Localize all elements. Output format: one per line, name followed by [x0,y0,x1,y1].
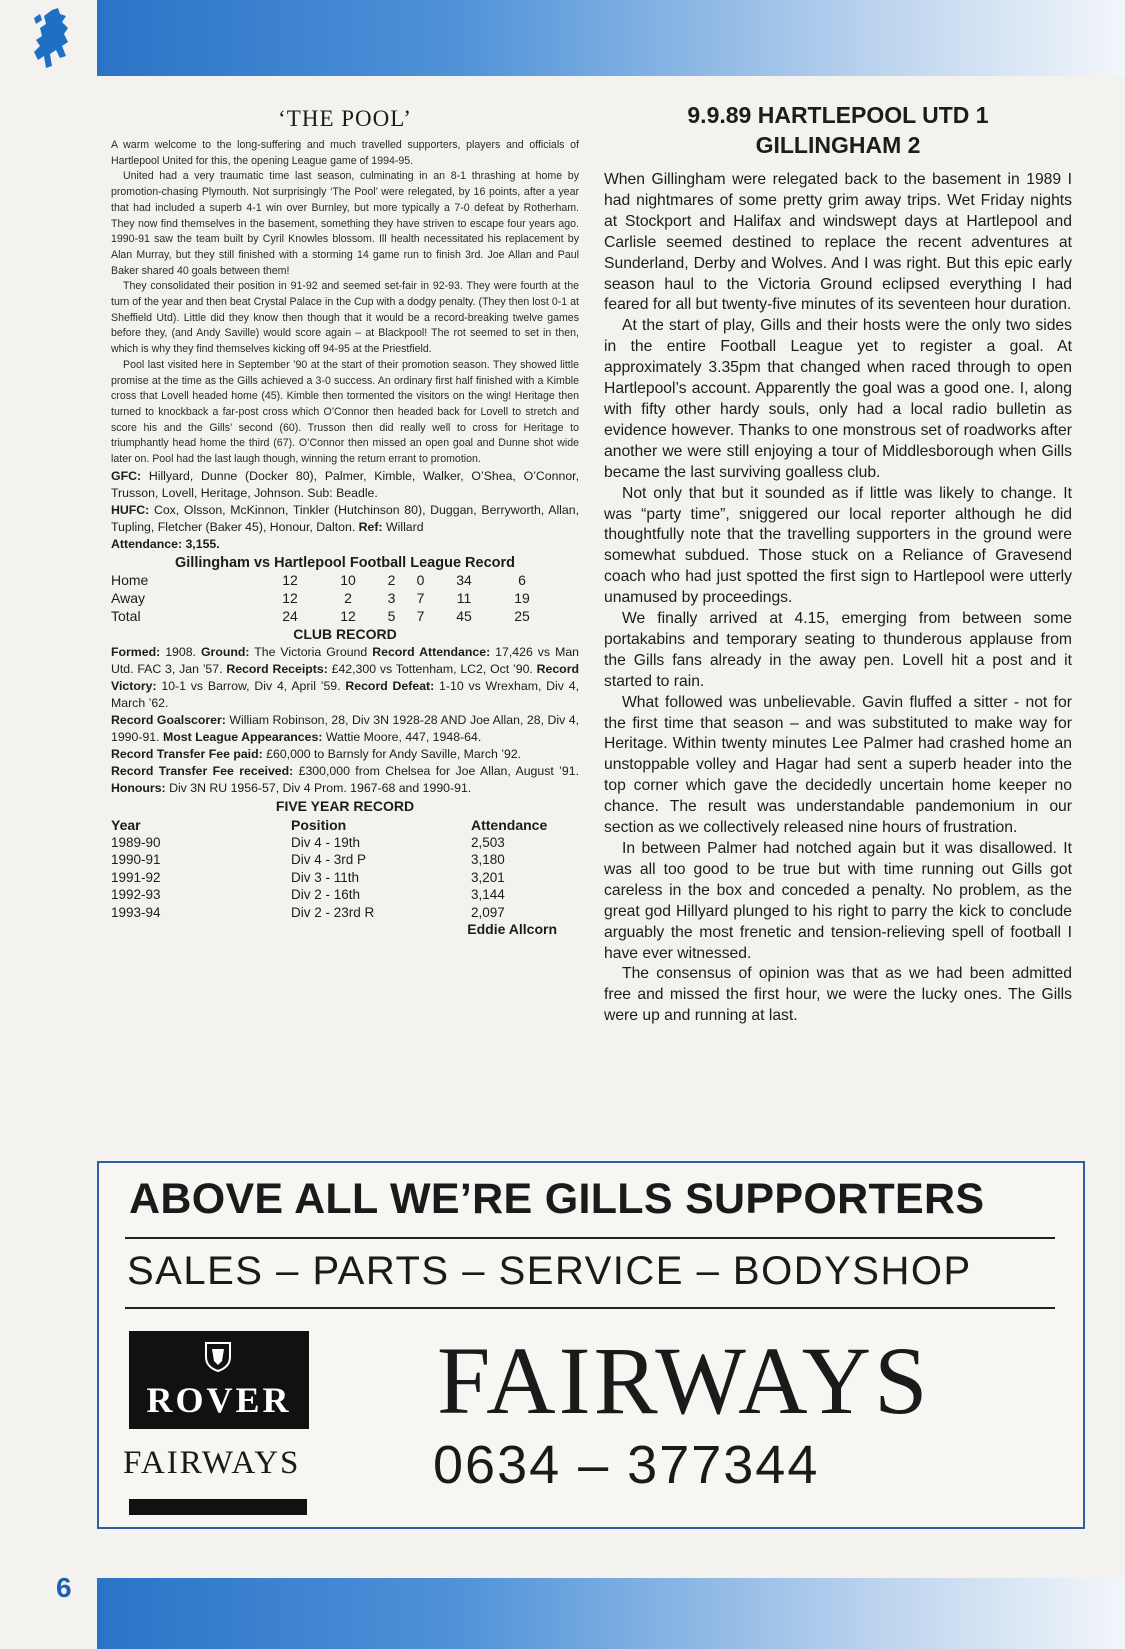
article-paragraph: A warm welcome to the long-suffering and much travelled supporters, players and officials of Hartlepool United for this, the opening League game of 1994-95. [111,139,579,167]
left-article [111,100,579,937]
gfc-text: Hillyard, Dunne (Docker 80), Palmer, Kimble, Walker, O’Shea, O’Connor, Trusson, Lovell, Heritage, Johnson. Sub: Beadle. [111,468,579,500]
table-row: 1989-90 Div 4 - 19th 2,503 [111,834,505,850]
attendance: Attendance: 3,155. [111,536,220,551]
rover-logo [129,1331,309,1429]
article-paragraph: The consensus of opinion was that as we had been admitted free and missed the first hour, we were the lucky ones. The Gills were up and running at last. [604,965,1072,1025]
article-paragraph: Pool last visited here in September ’90 at the start of their promotion season. They showed little promise at the time as the Gills achieved a 3-0 success. An ordinary first half finished with a Kimble cross that Lovell headed home (45). Kimble then tormented the visitors on the wing! Heritage then turned to knockback a far-post cross which O’Connor then headed back for Lovell to stretch and score his and the Gills’ second (60). Trusson then did really well to cross for Heritage to triumphantly head home the third (67). O’Connor then missed an open goal and Dunne shot wide later on. Pool had the last laugh though, winning the return errant to promotion. [111,358,579,466]
page-number: 6 [56,1572,72,1603]
match-title [604,100,1072,160]
ref-label: Ref: [358,519,383,534]
table-row: 1992-93 Div 2 - 16th 3,144 [111,887,505,903]
author-name: Eddie Allcorn [467,921,557,938]
article-paragraph: Not only that but it sounded as if little was likely to change. It was “party time”, sniggered our local reporter although he did thoughtfully note that the travelling supporters in the ground were somewhat subdued. Those stuck on a Reliance of Gravesend coach who had just spotted the first sign to Hartlepool were utterly unamused by proceedings. [604,484,1072,607]
ref-text: Willard [382,519,424,534]
advert-divider [125,1307,1055,1309]
right-article [604,100,1072,1027]
table-row: Away 12 2 3 7 11 19 [111,589,530,606]
club-record-title: CLUB RECORD [293,625,397,642]
advert-headline: ABOVE ALL WE’RE GILLS SUPPORTERS [129,1175,985,1223]
top-blue-band [97,0,1125,76]
table-header-row: Year Position Attendance [111,816,548,833]
advert-services: SALES – PARTS – SERVICE – BODYSHOP [127,1249,972,1293]
article-paragraph: United had a very traumatic time last season, culminating in an 8-1 thrashing at home by promotion-chasing Plymouth. Not surprisingly ‘The Pool’ were relegated, by 16 points, after a year that had included a superb 4-1 win over Burnley, but more typically a 7-0 defeat by Rotherham. They now find themselves in the basement, something they have striven to escape four years ago. 1990-91 saw the team built by Cyril Knowles blossom. Ill health necessitated his replacement by Alan Murray, but they still finished with a storming 14 game run to finish 3rd. Joe Allan and Paul Baker shared 40 goals between them! [111,170,579,277]
bottom-blue-band [97,1578,1125,1649]
article-title: ‘THE POOL’ [278,106,412,131]
five-year-table [111,816,581,922]
match-title-line-2: GILLINGHAM 2 [755,132,921,158]
club-record-text: Formed: 1908. Ground: The Victoria Ground Record Attendance: 17,426 vs Man Utd. FAC 3, Jan ’57. Record Receipts: £42,300 vs Tottenham, LC2, Oct ’90. Record Victory: 10-1 vs Barrow, Div 4, April ’59. Record Defeat: 1-10 vs Wrexham, Div 4, March ’62. Record Goalscorer: William Robinson, 28, Div 3N 1928-28 AND Joe Allan, 28, Div 4, 1990-91. Most League Appearances: Wattie Moore, 447, 1948-64. Record Transfer Fee paid: £60,000 to Barnsly for Andy Saville, March ’92. Record Transfer Fee received: £300,000 from Chelsea for Joe Allan, August ’91. Honours: Div 3N RU 1956-57, Div 4 Prom. 1967-68 and 1990-91. [111,644,579,795]
league-record-title: Gillingham vs Hartlepool Football League Record [175,554,515,571]
gfc-label: GFC: [111,468,142,483]
gfc-lineup [111,468,579,502]
hufc-label: HUFC: [111,502,150,517]
advert-divider [125,1237,1055,1239]
hufc-text: Cox, Olsson, McKinnon, Tinkler (Hutchinson 80), Duggan, Berryworth, Allan, Tupling, Fletcher (Baker 45), Honour, Dalton. [111,502,579,534]
fairways-big-name: FAIRWAYS [437,1327,931,1434]
table-row: 1991-92 Div 3 - 11th 3,201 [111,869,505,885]
article-paragraph: We finally arrived at 4.15, emerging from between some portakabins and temporary seating to thunderous applause from the Gills fans already in the away pen. Lovell hit a post and it started to rain. [604,610,1072,690]
rover-badge-icon [201,1339,235,1373]
fairways-small-name: FAIRWAYS [123,1445,301,1481]
table-row: Home 12 10 2 0 34 6 [111,571,526,588]
fairways-advert [97,1161,1085,1529]
hufc-lineup [111,502,579,536]
match-title-line-1: 9.9.89 HARTLEPOOL UTD 1 [687,102,989,128]
article-paragraph: They consolidated their position in 91-92 and seemed set-fair in 92-93. They were fourth at the turn of the year and then beat Crystal Palace in the Cup with a dodgy penalty. (They then lost 0-1 at Sheffield Utd). Little did they know then though that it would be a record-breaking twelve games before they, (and Andy Saville) would score again – at Blackpool! The rot seemed to set in then, which is why they find themselves kicking off 94-95 at the Priestfield. [111,280,579,356]
table-row: 1993-94 Div 2 - 23rd R 2,097 [111,904,505,920]
horse-crest-icon [22,6,78,72]
article-paragraph: At the start of play, Gills and their hosts were the only two sides in the entire Football League yet to register a goal. At approximately 3.35pm that changed when raced through to open Hartlepool’s account. Apparently the goal was a good one. I, along with fifty other hardy souls, only had a local radio bulletin as evidence however. Thanks to one monstrous set of roadworks after another we were still enjoying a tour of Middlesborough when Gills became the last surviving goalless club. [604,317,1072,481]
article-paragraph: What followed was unbelievable. Gavin fluffed a sitter - not for the first time that season – and was substituted to make way for Heritage. Within twenty minutes Lee Palmer had crashed home an unstoppable volley and Hagar had sent a superb header into the top corner which gave the decidedly uncertain home keeper no chance. The result was understandable pandemonium in our section as we collectively released nine hours of frustration. [604,693,1072,837]
article-paragraph: In between Palmer had notched again but it was disallowed. It was all too good to be true but with time running out Gills got careless in the box and conceded a penalty. No problem, as the great god Hillyard plunged to his right to parry the kick to conclude arguably the most frenetic and tension-relieving spell of football I have ever witnessed. [604,840,1072,962]
league-record-table [111,571,551,625]
phone-number: 0634 – 377344 [433,1435,820,1495]
rover-wordmark: ROVER [146,1380,292,1420]
article-paragraph: When Gillingham were relegated back to the basement in 1989 I had nightmares of some pretty grim away trips. Wet Friday nights at Stockport and Halifax and windswept days at Hartlepool and Carlisle seemed destined to replace the recent adventures at Sunderland, Derby and Wolves. And I was right. But this epic early season haul to the Victoria Ground eclipsed everything I had feared for all but twenty-five minutes of its seventeen hour duration. [604,171,1072,314]
five-year-title: FIVE YEAR RECORD [275,797,415,814]
logo-bar [129,1499,307,1515]
table-row: Total 24 12 5 7 45 25 [111,607,530,624]
table-row: 1990-91 Div 4 - 3rd P 3,180 [111,852,505,868]
